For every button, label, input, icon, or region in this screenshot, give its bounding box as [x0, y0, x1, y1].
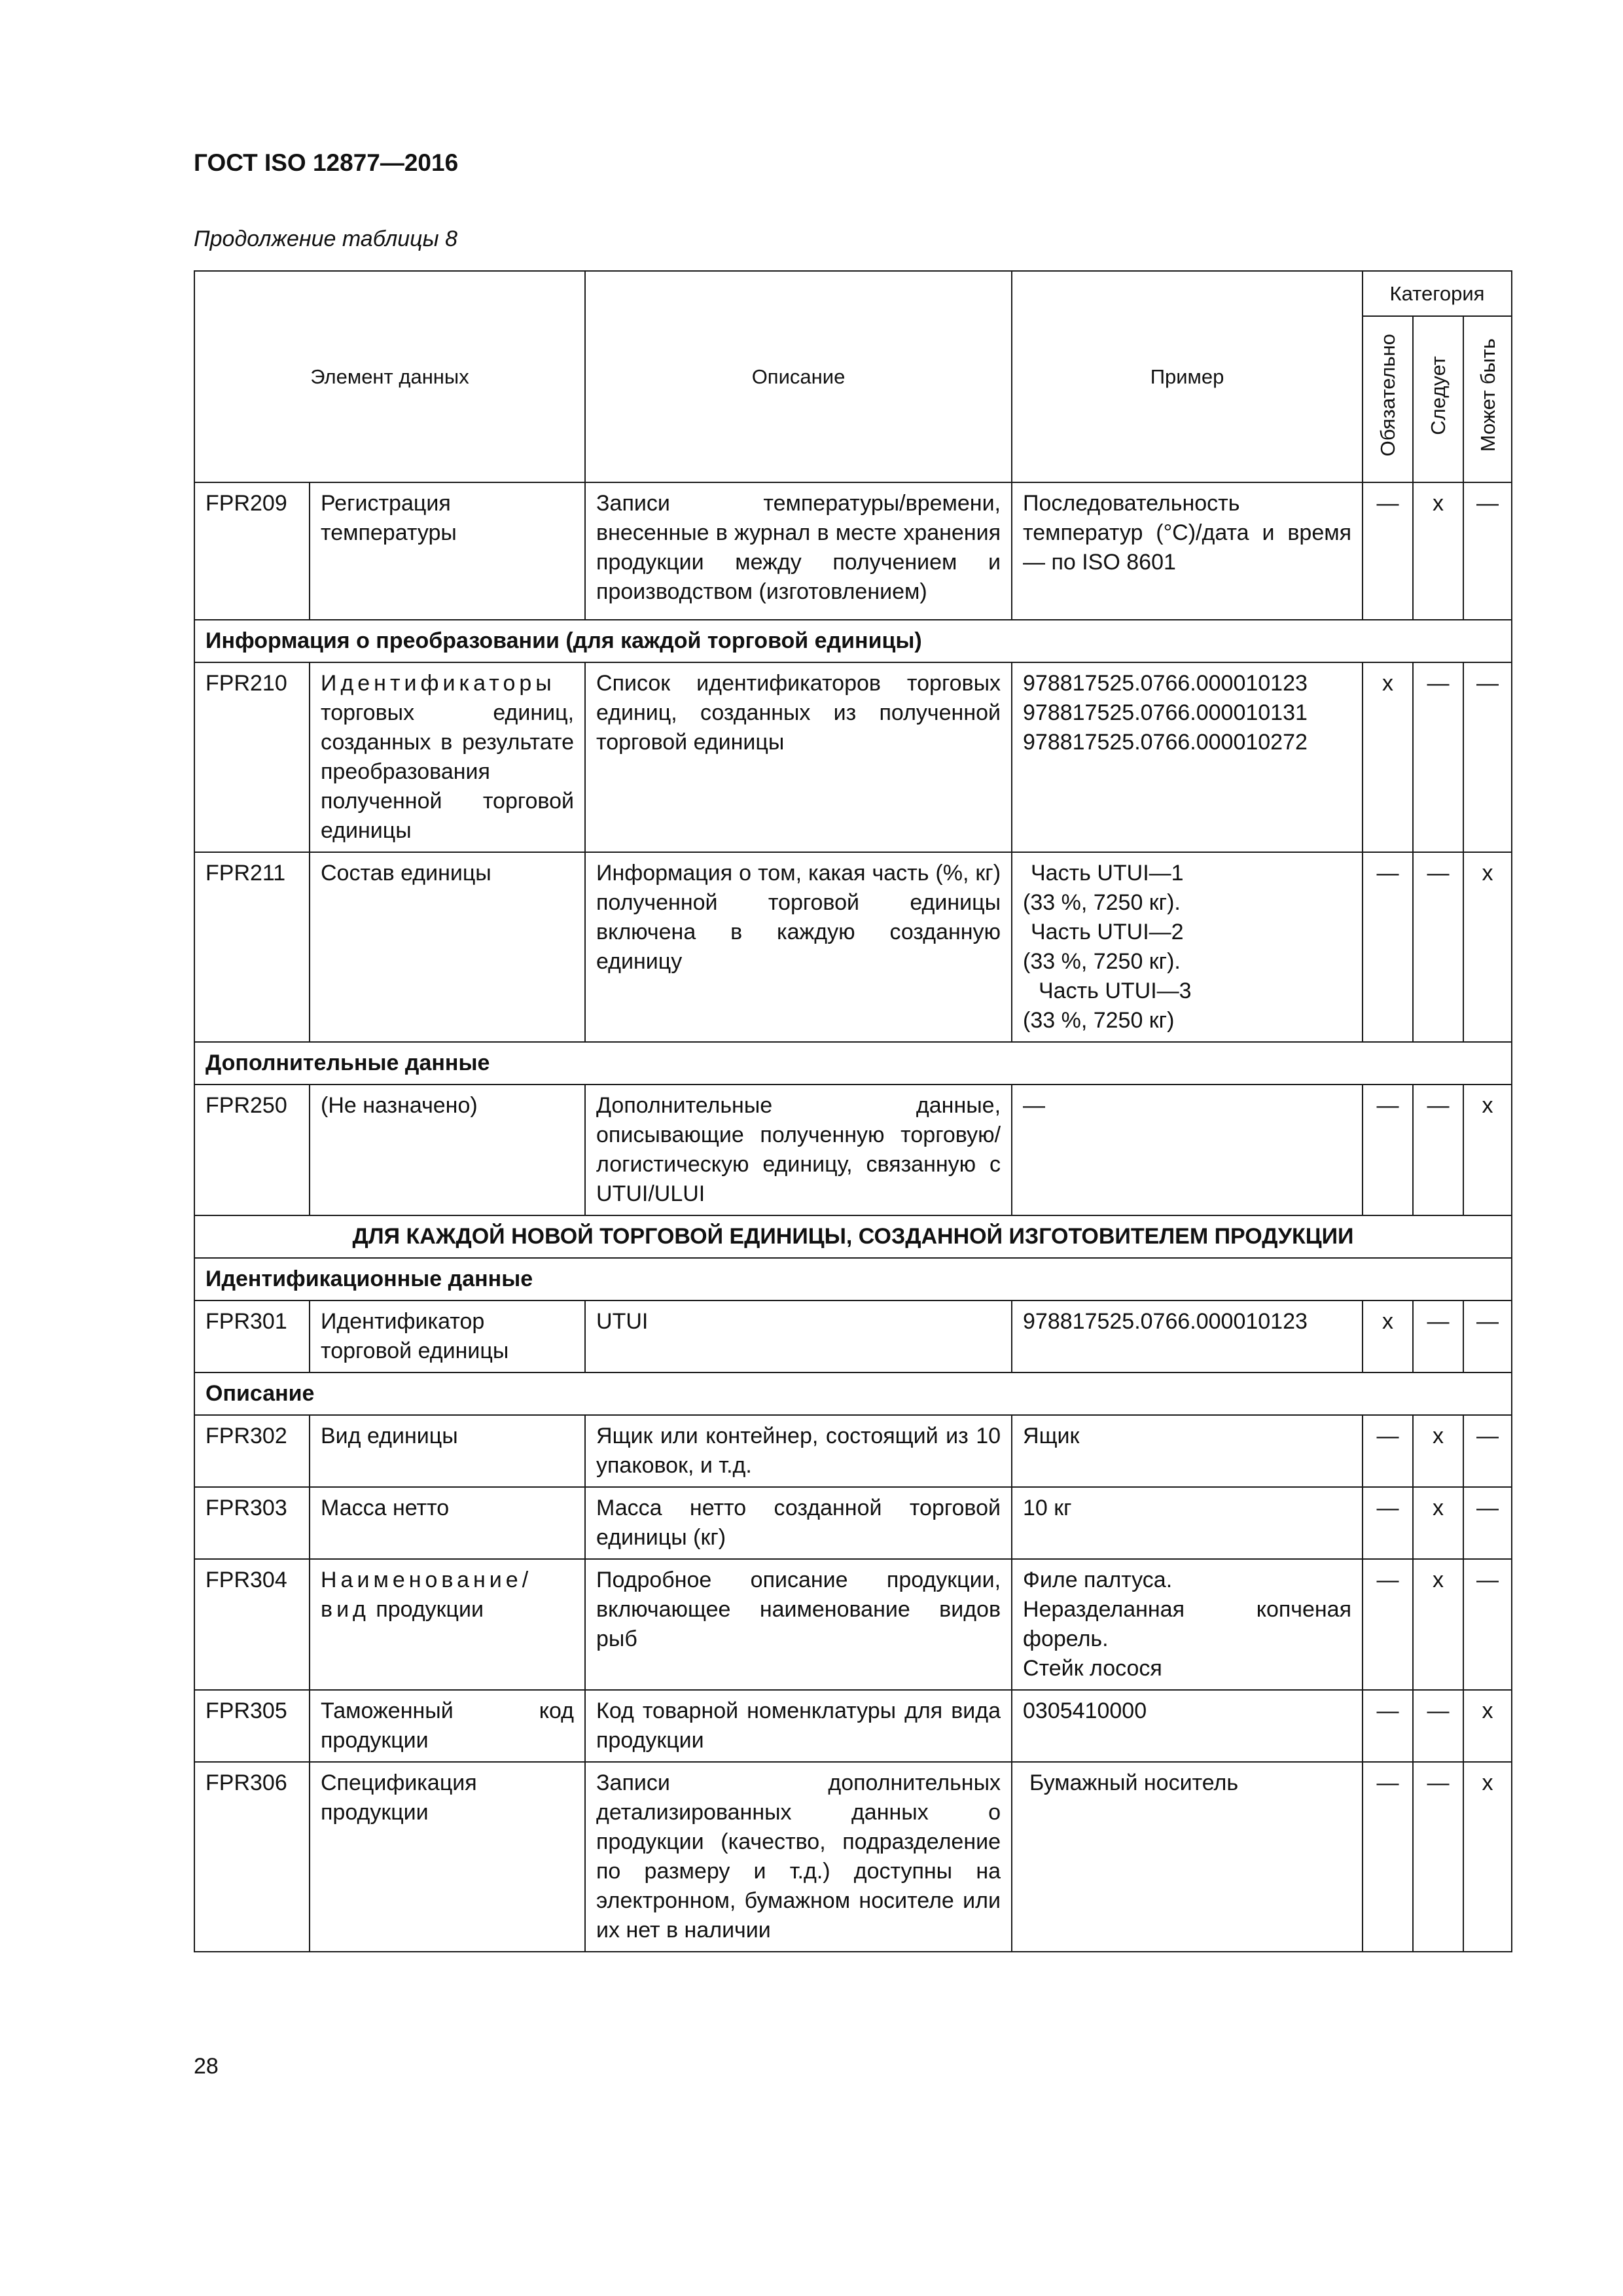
- table-row: FPR305 Таможенный код продукции Код товарной номенклатуры для вида продукции 0305410000 — — x: [194, 1690, 1512, 1762]
- header-category: Категория: [1363, 271, 1512, 316]
- header-element: Элемент данных: [194, 271, 585, 482]
- table-row: FPR250 (Не назначено) Дополнительные данные, описывающие полученную торговую/логистическую единицу, связанную с UTUI/ULUI — — — x: [194, 1085, 1512, 1215]
- section-row: Дополнительные данные: [194, 1042, 1512, 1085]
- page-number: 28: [194, 2054, 219, 2079]
- table-row: FPR306 Спецификация продукции Записи дополнительных детализированных данных о продукции (качество, подразделение по размеру и т.д.) доступны на электронном, бумажном носителе или их нет в наличии Бумажный носитель — — x: [194, 1762, 1512, 1952]
- header-may: Может быть: [1463, 316, 1512, 482]
- section-row: ДЛЯ КАЖДОЙ НОВОЙ ТОРГОВОЙ ЕДИНИЦЫ, СОЗДАННОЙ ИЗГОТОВИТЕЛЕМ ПРОДУКЦИИ: [194, 1215, 1512, 1258]
- data-elements-table: [194, 270, 1512, 1952]
- section-row: Информация о преобразовании (для каждой торговой единицы): [194, 620, 1512, 662]
- table-caption: Продолжение таблицы 8: [194, 226, 457, 251]
- table-row: FPR301 Идентификатор торговой единицы UTUI 978817525.0766.000010123 x — —: [194, 1300, 1512, 1372]
- table-row: FPR209 Регистрация температуры Записи температуры/времени, внесенные в журнал в месте хранения продукции между получением и производством (изготовлением) Последовательность температур (°C)/дата и время — по ISO 8601 — x —: [194, 482, 1512, 620]
- document-code: ГОСТ ISO 12877—2016: [194, 149, 459, 176]
- section-row: Описание: [194, 1372, 1512, 1415]
- header-mandatory: Обязательно: [1363, 316, 1413, 482]
- table-row: FPR302 Вид единицы Ящик или контейнер, состоящий из 10 упаковок, и т.д. Ящик — x —: [194, 1415, 1512, 1487]
- table-row: FPR210 Идентификаторы торговых единиц, созданных в результате преобразования полученной торговой единицы Список идентификаторов торговых единиц, созданных из полученной торговой единицы 978817525.0766.000010123 978817525.0766.000010131 978817525.0766.000010272 x — —: [194, 662, 1512, 852]
- table-row: FPR304 Наименование/вид продукции Подробное описание продукции, включающее наименование видов рыб Филе палтуса. Неразделанная копченая форель. Стейк лосося — x —: [194, 1559, 1512, 1690]
- header-example: Пример: [1012, 271, 1363, 482]
- table-row: FPR211 Состав единицы Информация о том, какая часть (%, кг) полученной торговой единицы включена в каждую созданную единицу Часть UTUI—1 (33 %, 7250 кг). Часть UTUI—2 (33 %, 7250 кг). Часть UTUI—3 (33 %, 7250 кг) — — x: [194, 852, 1512, 1042]
- table-header-row: [194, 271, 1512, 316]
- header-should: Следует: [1413, 316, 1463, 482]
- table-row: FPR303 Масса нетто Масса нетто созданной торговой единицы (кг) 10 кг — x —: [194, 1487, 1512, 1559]
- header-description: Описание: [585, 271, 1012, 482]
- section-row: Идентификационные данные: [194, 1258, 1512, 1300]
